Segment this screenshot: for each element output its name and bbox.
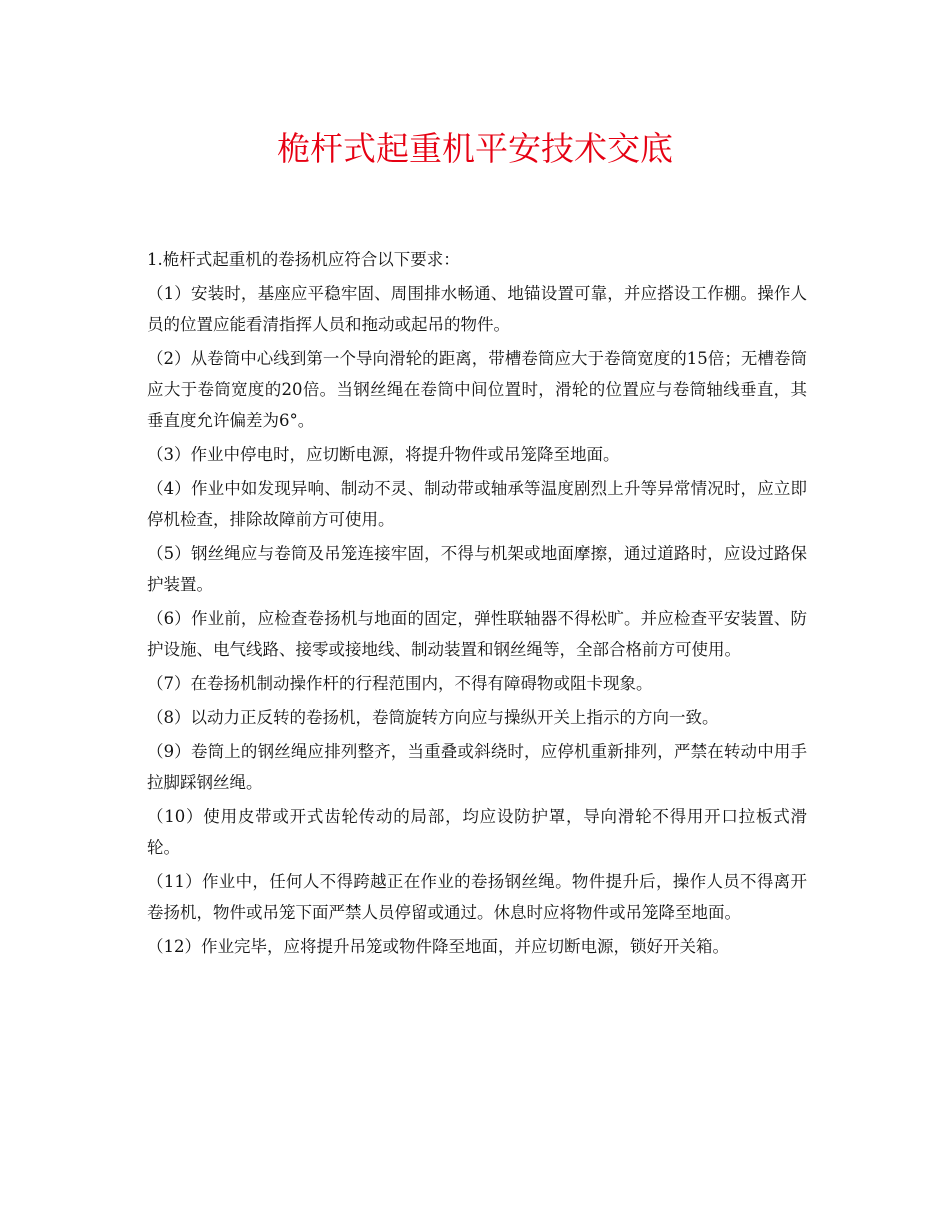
paragraph-12: （11）作业中，任何人不得跨越正在作业的卷扬钢丝绳。物件提升后，操作人员不得离开卷扬机，物件或吊笼下面严禁人员停留或通过。休息时应将物件或吊笼降至地面。 <box>147 872 807 922</box>
paragraph-11: （10）使用皮带或开式齿轮传动的局部，均应设防护罩，导向滑轮不得用开口拉板式滑轮。 <box>147 807 807 857</box>
paragraph-8: （7）在卷扬机制动操作杆的行程范围内，不得有障碍物或阻卡现象。 <box>147 674 653 693</box>
paragraph-7: （6）作业前，应检查卷扬机与地面的固定，弹性联轴器不得松旷。并应检查平安装置、防护设施、电气线路、接零或接地线、制动装置和钢丝绳等，全部合格前方可使用。 <box>147 609 807 659</box>
paragraph-13: （12）作业完毕，应将提升吊笼或物件降至地面，并应切断电源，锁好开关箱。 <box>147 937 729 956</box>
paragraph-5: （4）作业中如发现异响、制动不灵、制动带或轴承等温度剧烈上升等异常情况时，应立即停机检查，排除故障前方可使用。 <box>147 479 807 529</box>
paragraph-9: （8）以动力正反转的卷扬机，卷筒旋转方向应与操纵开关上指示的方向一致。 <box>147 708 719 727</box>
paragraph-1: 1.桅杆式起重机的卷扬机应符合以下要求： <box>147 250 460 269</box>
paragraph-6: （5）钢丝绳应与卷筒及吊笼连接牢固，不得与机架或地面摩擦，通过道路时，应设过路保护装置。 <box>147 544 807 594</box>
paragraph-3: （2）从卷筒中心线到第一个导向滑轮的距离，带槽卷筒应大于卷筒宽度的15倍；无槽卷筒应大于卷筒宽度的20倍。当钢丝绳在卷筒中间位置时，滑轮的位置应与卷筒轴线垂直，其垂直度允许偏差为6°。 <box>147 349 807 430</box>
document-title: 桅杆式起重机平安技术交底 <box>277 129 673 168</box>
paragraph-4: （3）作业中停电时，应切断电源，将提升物件或吊笼降至地面。 <box>147 445 620 464</box>
document-body <box>147 244 807 965</box>
paragraph-10: （9）卷筒上的钢丝绳应排列整齐，当重叠或斜绕时，应停机重新排列，严禁在转动中用手拉脚踩钢丝绳。 <box>147 742 807 792</box>
paragraph-2: （1）安装时，基座应平稳牢固、周围排水畅通、地锚设置可靠，并应搭设工作棚。操作人员的位置应能看清指挥人员和拖动或起吊的物件。 <box>147 284 807 334</box>
